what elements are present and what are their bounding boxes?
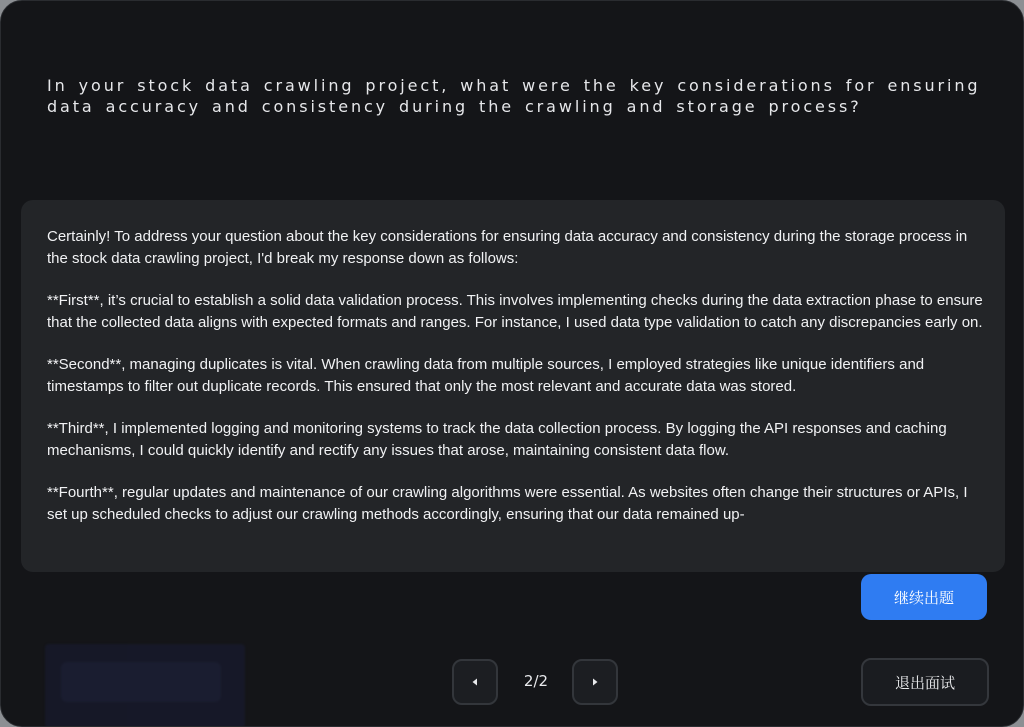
answer-paragraph: **Fourth**, regular updates and maintenance of our crawling algorithms were essential. As websites often change their structures or APIs, I set up scheduled checks to adjust our crawling methods accordingly, ensuring that our data remained up- <box>47 484 968 523</box>
chevron-left-icon <box>470 677 480 687</box>
answer-paragraph: Certainly! To address your question about the key considerations for ensuring data accuracy and consistency during the storage process in the stock data crawling project, I'd break my response down as follows: <box>47 228 968 267</box>
next-page-button[interactable] <box>572 659 618 705</box>
exit-interview-button[interactable]: 退出面试 <box>861 658 989 706</box>
previous-page-button[interactable] <box>452 659 498 705</box>
blurred-panel <box>45 644 245 727</box>
page-indicator: 2/2 <box>523 672 549 690</box>
chevron-right-icon <box>590 677 600 687</box>
answer-body <box>47 226 987 546</box>
answer-panel[interactable] <box>21 200 1005 572</box>
answer-paragraph: **Second**, managing duplicates is vital. When crawling data from multiple sources, I employed strategies like unique identifiers and timestamps to filter out duplicate records. This ensured that only the most relevant and accurate data was stored. <box>47 356 925 395</box>
answer-paragraph: **Third**, I implemented logging and monitoring systems to track the data collection process. By logging the API responses and caching mechanisms, I could quickly identify and rectify any issues that arose, maintaining consistent data flow. <box>47 420 947 459</box>
question-text: In your stock data crawling project, what were the key considerations for ensuring data accuracy and consistency during the crawling and storage process? <box>47 76 981 116</box>
answer-paragraph: **First**, it’s crucial to establish a solid data validation process. This involves implementing checks during the data extraction phase to ensure that the collected data aligns with expected formats and ranges. For instance, I used data type validation to catch any discrepancies early on. <box>47 292 983 331</box>
continue-question-button[interactable]: 继续出题 <box>861 574 987 620</box>
